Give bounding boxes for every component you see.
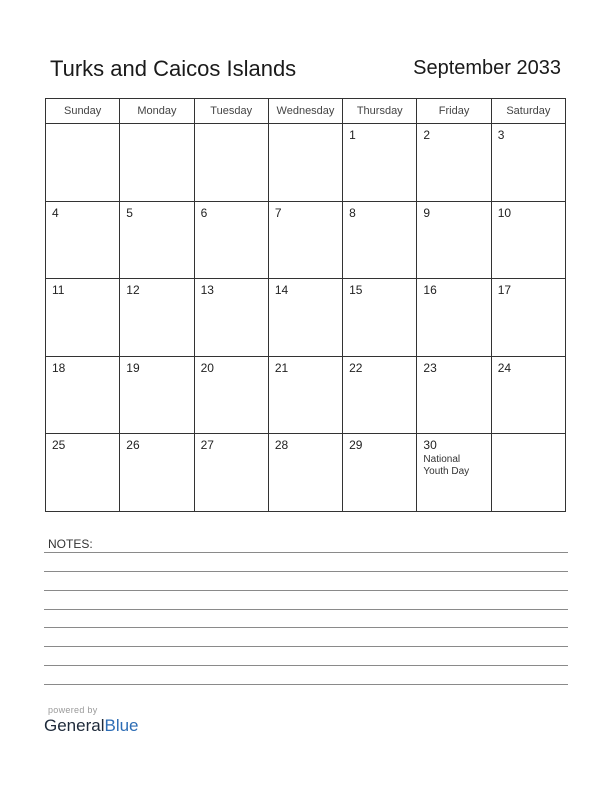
day-number: 13	[200, 283, 214, 298]
day-cell	[46, 434, 120, 512]
day-cell	[120, 124, 194, 202]
week-row	[46, 201, 566, 279]
day-cell	[46, 124, 120, 202]
holiday-label: National Youth Day	[423, 454, 470, 478]
day-number: 26	[126, 438, 140, 453]
weekday-header-row	[46, 99, 566, 124]
day-cell	[268, 279, 342, 357]
day-cell	[491, 279, 565, 357]
day-number: 2	[423, 128, 431, 142]
week-row	[46, 356, 566, 434]
day-cell	[268, 356, 342, 434]
day-cell	[46, 356, 120, 434]
weekday-wednesday: Wednesday	[268, 99, 342, 124]
day-cell	[491, 124, 565, 202]
weekday-monday: Monday	[120, 99, 194, 124]
week-row	[46, 434, 566, 512]
day-cell	[120, 201, 194, 279]
day-number: 14	[274, 283, 289, 298]
day-number: 9	[423, 205, 431, 220]
day-number: 12	[126, 283, 140, 298]
day-cell	[343, 434, 417, 512]
day-number: 25	[52, 438, 66, 453]
day-number: 8	[349, 205, 356, 220]
day-cell	[343, 279, 417, 357]
note-line	[44, 609, 568, 610]
note-line	[44, 627, 568, 628]
day-number: 22	[349, 360, 363, 375]
day-number: 5	[126, 205, 133, 220]
day-number: 6	[200, 205, 208, 220]
day-cell	[417, 124, 491, 202]
day-number: 21	[274, 360, 289, 375]
day-cell	[343, 124, 417, 202]
day-number: 15	[349, 283, 363, 298]
day-cell	[268, 201, 342, 279]
day-number: 20	[200, 360, 214, 375]
note-line	[44, 571, 568, 572]
day-number: 27	[200, 438, 214, 453]
day-cell	[417, 279, 491, 357]
note-line	[44, 665, 568, 666]
day-number: 4	[52, 205, 59, 220]
day-number: 1	[349, 128, 356, 142]
day-cell	[194, 124, 268, 202]
day-number: 17	[497, 283, 512, 298]
day-number: 28	[274, 438, 289, 453]
day-number: 23	[423, 360, 437, 375]
brand-blue: Blue	[104, 716, 139, 735]
month-calendar	[45, 98, 566, 512]
day-number: 19	[126, 360, 140, 375]
brand-logo	[44, 716, 139, 736]
powered-by-text: powered by	[48, 705, 98, 715]
day-cell	[194, 201, 268, 279]
day-cell	[46, 201, 120, 279]
day-cell	[491, 356, 565, 434]
note-line	[44, 552, 568, 553]
brand-general: General	[44, 716, 105, 735]
day-cell	[194, 356, 268, 434]
day-number: 18	[52, 360, 66, 375]
day-cell	[417, 356, 491, 434]
day-cell	[268, 434, 342, 512]
day-cell	[268, 124, 342, 202]
day-cell	[417, 434, 491, 512]
day-cell	[491, 201, 565, 279]
day-cell	[46, 279, 120, 357]
day-cell	[120, 434, 194, 512]
day-number: 3	[497, 128, 505, 142]
day-cell	[491, 434, 565, 512]
day-cell	[194, 279, 268, 357]
page-title: Turks and Caicos Islands	[50, 56, 297, 81]
day-number: 16	[423, 283, 437, 298]
day-cell	[120, 279, 194, 357]
day-cell	[417, 201, 491, 279]
note-line	[44, 646, 568, 647]
day-number: 30	[423, 438, 437, 453]
day-number: 7	[274, 205, 282, 220]
day-number: 10	[497, 205, 512, 220]
day-cell	[194, 434, 268, 512]
day-number: 24	[497, 360, 512, 375]
weekday-saturday: Saturday	[491, 99, 565, 124]
note-line	[44, 684, 568, 685]
day-cell	[343, 201, 417, 279]
weekday-tuesday: Tuesday	[194, 99, 268, 124]
day-cell	[343, 356, 417, 434]
notes-label: NOTES:	[48, 537, 93, 551]
week-row	[46, 279, 566, 357]
note-line	[44, 590, 568, 591]
month-year-title: September 2033	[413, 57, 561, 79]
weekday-sunday: Sunday	[46, 99, 120, 124]
weekday-thursday: Thursday	[343, 99, 417, 124]
day-cell	[120, 356, 194, 434]
day-number: 29	[349, 438, 363, 453]
week-row	[46, 124, 566, 202]
weekday-friday: Friday	[417, 99, 491, 124]
day-number: 11	[52, 283, 65, 298]
